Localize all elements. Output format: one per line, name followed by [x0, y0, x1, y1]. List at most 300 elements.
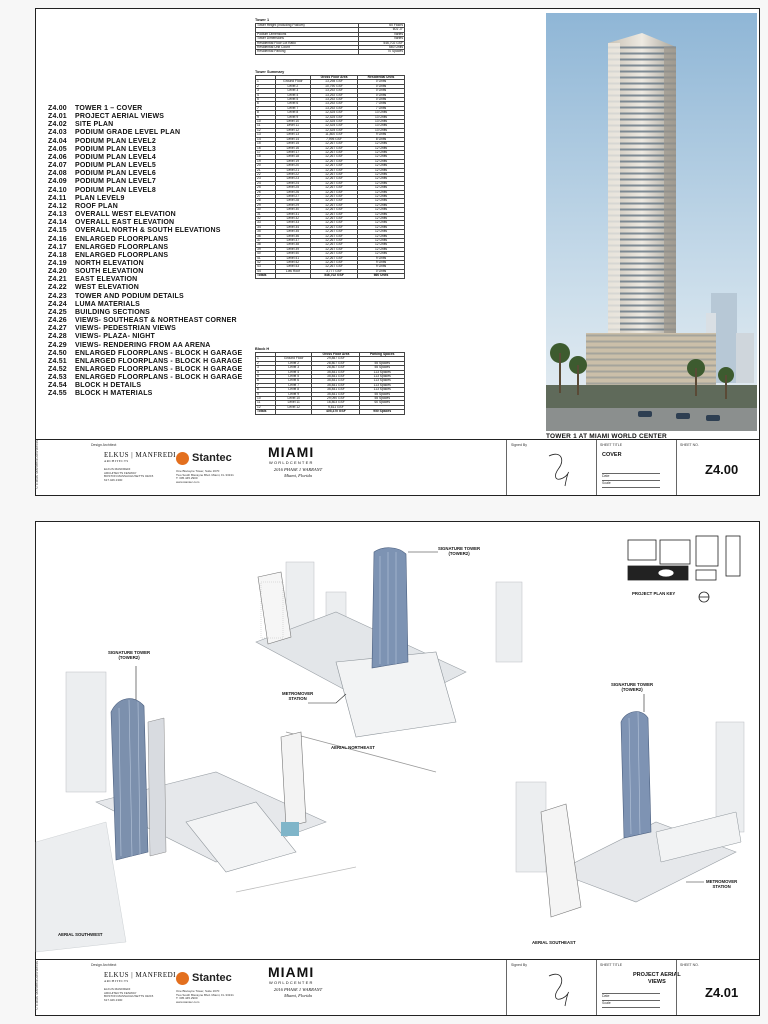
table-cell: 12,267 GSF: [311, 265, 358, 269]
table-cell: 37: [256, 239, 276, 243]
design-architect-label: Design Architect: [91, 443, 117, 447]
stantec-logo-icon: [176, 972, 189, 985]
table-cell: 0 Units: [358, 93, 405, 97]
table-cell: Level 7: [275, 106, 310, 110]
drawing-index-item: [48, 227, 242, 235]
table-cell: Level 22: [275, 172, 310, 176]
sheet-name: ENLARGED FLOORPLANS: [75, 235, 169, 243]
sheet-name: ENLARGED FLOORPLANS - BLOCK H GARAGE: [75, 366, 243, 373]
table-cell: 12,267 GSF: [311, 168, 358, 172]
table-cell: 12 Units: [358, 221, 405, 225]
table-cell: 9 Units: [358, 261, 405, 265]
sheet-name: VIEWS- RENDERING FROM AA ARENA: [75, 341, 211, 349]
table-cell: Level 11: [276, 401, 312, 405]
table-cell: 7 Units: [358, 106, 405, 110]
table-cell: 3: [256, 366, 276, 370]
drawing-index-item: [48, 284, 242, 292]
table-cell: 55 Spaces: [360, 392, 405, 396]
drawing-index-item: [48, 105, 242, 113]
table-cell: 41: [256, 256, 276, 260]
table-cell: Residential Floor Lot Ratio: [256, 41, 359, 45]
drawing-index-item: [48, 178, 242, 186]
sheet-code: Z4.26: [48, 317, 67, 325]
drawing-index-item: [48, 374, 242, 382]
aerial-views-sheet: [35, 521, 760, 1016]
architect-sub: ARCHITECTS: [104, 459, 129, 463]
sheet-title-label: SHEET TITLE: [600, 443, 623, 447]
project-name: [258, 467, 338, 479]
signature-image: [541, 968, 581, 1008]
table-cell: 13: [256, 133, 276, 137]
signature-image: [541, 448, 581, 488]
sheet-name: LUMA MATERIALS: [75, 300, 141, 308]
table-cell: 12,425 GSF: [311, 115, 358, 119]
table-cell: Level 3: [276, 366, 312, 370]
table-cell: Level 5: [276, 375, 312, 379]
elkus-manfredi-logo: [104, 451, 176, 463]
drawing-index-item: [48, 382, 242, 390]
table-cell: 16: [256, 146, 276, 150]
table-cell: 29: [256, 203, 276, 207]
sheet-name: BUILDING SECTIONS: [75, 308, 150, 316]
table-cell: Level 19: [275, 159, 310, 163]
table-cell: Ground Floor: [276, 357, 312, 361]
table-cell: 660 Units: [358, 274, 405, 278]
sheet-code: Z4.22: [48, 284, 67, 292]
table-cell: 113 Spaces: [360, 370, 405, 374]
tb-divider: [596, 960, 597, 1015]
drawing-index-item: [48, 236, 242, 244]
drawing-index-item: [48, 325, 242, 333]
table-cell: Level 20: [275, 164, 310, 168]
table-cell: 13 Units: [358, 111, 405, 115]
table-cell: 12,267 GSF: [311, 186, 358, 190]
sheet-code: Z4.52: [48, 366, 67, 373]
table-cell: 25: [256, 186, 276, 190]
sheet-name: OVERALL WEST ELEVATION: [75, 211, 176, 219]
table-cell: 39: [256, 247, 276, 251]
sheet-code: Z4.00: [48, 105, 67, 112]
table-cell: 2: [256, 84, 276, 88]
sheet-name: ROOF PLAN: [75, 202, 119, 210]
view-label-southwest: AERIAL SOUTHWEST: [58, 932, 103, 937]
sheet-code: Z4.16: [48, 235, 67, 243]
view-label-northeast: AERIAL NORTHEAST: [331, 745, 375, 750]
table-cell: Level 40: [275, 252, 310, 256]
date-label: Date: [602, 474, 610, 478]
table-cell: 12,425 GSF: [311, 124, 358, 128]
table-cell: 12 Units: [358, 203, 405, 207]
sheet-name: SITE PLAN: [75, 121, 114, 129]
table-cell: Level 38: [275, 243, 310, 247]
table-cell: 28: [256, 199, 276, 203]
block-h-title: Block H: [255, 347, 270, 351]
drawing-index-item: [48, 260, 242, 268]
table-cell: 6: [256, 379, 276, 383]
tower-info-title: Tower 1: [255, 18, 270, 22]
stantec-logo: Stantec: [192, 452, 232, 464]
sheet-name: PODIUM PLAN LEVEL5: [75, 162, 156, 170]
drawing-index-item: [48, 113, 242, 121]
table-cell: 7 Units: [358, 102, 405, 106]
table-cell: Level 26: [275, 190, 310, 194]
table-cell: 31: [256, 212, 276, 216]
project-plan-key-label: PROJECT PLAN KEY: [632, 591, 676, 596]
tb-line: [602, 487, 660, 488]
table-cell: 12,267 GSF: [311, 190, 358, 194]
table-cell: 0 Units: [358, 98, 405, 102]
architect-name: ELKUS | MANFREDI: [104, 971, 177, 979]
title-block: [36, 439, 759, 495]
table-cell: 13 Units: [358, 128, 405, 132]
table-cell: 546,702 GSF: [358, 41, 404, 45]
view-label-southeast: AERIAL SOUTHEAST: [532, 940, 576, 945]
table-cell: 43: [256, 265, 276, 269]
sheet-name: PROJECT AERIAL VIEWS: [75, 113, 165, 121]
table-cell: 13 Units: [358, 124, 405, 128]
table-cell: 13,298 GSF: [311, 80, 358, 84]
project-location: Miami, Florida: [284, 993, 312, 998]
drawing-index-item: [48, 350, 242, 358]
table-cell: Level 34: [275, 225, 310, 229]
table-cell: Totals: [256, 410, 276, 414]
table-cell: Level 2: [275, 84, 310, 88]
design-architect-label: Design Architect: [91, 963, 117, 967]
table-cell: Level 12: [276, 405, 312, 409]
sheet-code: Z4.19: [48, 259, 67, 267]
table-cell: 10,790 GSF: [311, 84, 358, 88]
tb-divider: [506, 960, 507, 1015]
table-cell: 12,267 GSF: [311, 172, 358, 176]
sheet-code: Z4.25: [48, 308, 67, 316]
table-cell: Level 36: [275, 234, 310, 238]
sheet-name: NORTH ELEVATION: [75, 259, 144, 267]
table-cell: Varies: [358, 37, 404, 41]
table-cell: 28,807 GSF: [312, 366, 360, 370]
drawing-index-item: [48, 170, 242, 178]
table-cell: 29,857 GSF: [312, 357, 360, 361]
table-cell: 12,267 GSF: [311, 208, 358, 212]
table-cell: 12 Units: [358, 194, 405, 198]
table-cell: 32: [256, 217, 276, 221]
sheet-name: PODIUM GRADE LEVEL PLAN: [75, 129, 181, 137]
table-cell: 13,292 GSF: [311, 98, 358, 102]
table-cell: 1: [256, 80, 276, 84]
sheet-name: EAST ELEVATION: [75, 276, 138, 284]
sheet-name: VIEWS- PEDESTRIAN VIEWS: [75, 325, 177, 333]
table-cell: 14: [256, 137, 276, 141]
sheet-code: Z4.28: [48, 333, 67, 341]
sheet-code: Z4.55: [48, 390, 67, 398]
table-cell: 12,267 GSF: [311, 159, 358, 163]
table-cell: 12 Units: [358, 190, 405, 194]
table-cell: 113 Spaces: [360, 383, 405, 387]
table-cell: 23: [256, 177, 276, 181]
table-cell: 0 Units: [358, 89, 405, 93]
table-cell: 113 Spaces: [360, 379, 405, 383]
table-cell: Totals: [256, 274, 276, 278]
sheet-name: PODIUM PLAN LEVEL4: [75, 153, 156, 161]
table-cell: 12,267 GSF: [311, 142, 358, 146]
project-title: 2016 PHASE 1 WARRANT: [273, 987, 323, 992]
table-cell: 5: [256, 375, 276, 379]
sheet-name: PODIUM PLAN LEVEL2: [75, 137, 156, 145]
table-cell: 19: [256, 159, 276, 163]
table-cell: 35,841 GSF: [312, 379, 360, 383]
sheet-name: BLOCK H DETAILS: [75, 382, 142, 390]
table-cell: Level 11: [275, 124, 310, 128]
tb-line: [602, 1007, 660, 1008]
sheet-name: TOWER AND PODIUM DETAILS: [75, 292, 184, 300]
table-cell: 2: [256, 361, 276, 365]
table-cell: 60 Spaces: [360, 401, 405, 405]
table-cell: Gross Floor Area: [311, 76, 358, 80]
drawing-index-item: [48, 121, 242, 129]
table-cell: 601'-0": [358, 28, 404, 32]
table-cell: 60 Floors: [358, 24, 404, 28]
table-cell: 12,267 GSF: [311, 203, 358, 207]
sheet-name: PODIUM PLAN LEVEL8: [75, 186, 156, 194]
table-cell: 55 Spaces: [360, 361, 405, 365]
project-location: Miami, Florida: [284, 473, 312, 478]
table-cell: 35,841 GSF: [312, 370, 360, 374]
table-cell: 11,800 GSF: [311, 133, 358, 137]
table-cell: 12,267 GSF: [311, 243, 358, 247]
table-cell: Residential Unit Count: [256, 46, 359, 50]
drawing-index-item: [48, 211, 242, 219]
table-cell: 35,841 GSF: [312, 388, 360, 392]
table-cell: 950 Spaces: [360, 410, 405, 414]
table-cell: 12 Units: [358, 212, 405, 216]
sheet-code: Z4.12: [48, 202, 67, 210]
architect-sub: ARCHITECTS: [104, 979, 129, 983]
table-cell: Level 12: [275, 128, 310, 132]
signed-by-label: Signed By: [511, 963, 527, 967]
table-cell: Level 15: [275, 142, 310, 146]
sheet-name: ENLARGED FLOORPLANS: [75, 251, 169, 259]
table-cell: 12 Units: [358, 247, 405, 251]
table-cell: Level 41: [275, 256, 310, 260]
sheet-code: Z4.08: [48, 170, 67, 178]
drawing-index-item: [48, 146, 242, 154]
sheet-code: Z4.23: [48, 292, 67, 300]
tb-divider: [506, 440, 507, 495]
table-cell: 12 Units: [358, 164, 405, 168]
table-cell: 12,267 GSF: [311, 256, 358, 260]
table-cell: 13 Units: [358, 120, 405, 124]
drawing-index-item: [48, 342, 242, 350]
sheet-code: Z4.54: [48, 382, 67, 390]
table-cell: Level 21: [275, 168, 310, 172]
architect-name: ELKUS | MANFREDI: [104, 451, 177, 459]
table-cell: Level 18: [275, 155, 310, 159]
table-cell: 12,267 GSF: [311, 177, 358, 181]
table-cell: 35,841 GSF: [312, 375, 360, 379]
sheet-no-label: SHEET NO.: [680, 963, 699, 967]
table-cell: 13,292 GSF: [311, 102, 358, 106]
table-cell: 12 Units: [358, 146, 405, 150]
sheet-code: Z4.21: [48, 276, 67, 284]
table-cell: 18: [256, 155, 276, 159]
drawing-index-item: [48, 317, 242, 325]
table-cell: 28,807 GSF: [312, 361, 360, 365]
table-cell: 12 Units: [358, 208, 405, 212]
tower-rendering: [546, 13, 757, 431]
table-cell: 11: [256, 124, 276, 128]
table-cell: 10: [256, 120, 276, 124]
drawing-index-item: [48, 333, 242, 341]
table-cell: 17: [256, 150, 276, 154]
table-cell: 36: [256, 234, 276, 238]
table-cell: 38: [256, 243, 276, 247]
table-cell: 34: [256, 225, 276, 229]
table-cell: Level 4: [276, 370, 312, 374]
block-h-table: [255, 352, 405, 415]
table-cell: Level 2: [276, 361, 312, 365]
sheet-code: Z4.02: [48, 121, 67, 129]
table-cell: Gross Floor Area: [312, 353, 360, 357]
table-cell: Level 23: [275, 177, 310, 181]
aerial-views-drawing: [36, 522, 761, 957]
table-cell: 12,267 GSF: [311, 239, 358, 243]
metromover-callout-top: METROMOVER STATION: [282, 691, 314, 701]
table-cell: 12,267 GSF: [311, 155, 358, 159]
sheet-title: COVER: [602, 452, 622, 458]
table-cell: 12,267 GSF: [311, 261, 358, 265]
table-cell: Level 39: [275, 247, 310, 251]
table-cell: Level 10: [275, 120, 310, 124]
stantec-address: One Biscayne Tower, Suite 1670 Two South Biscayne Blvd. Miami, FL 33131 T: 305.445.2900 www.stantec.com: [176, 989, 234, 1004]
table-cell: Level 5: [275, 98, 310, 102]
drawing-index-item: [48, 276, 242, 284]
table-cell: 0 Units: [358, 269, 405, 273]
table-cell: 13 Units: [358, 115, 405, 119]
stantec-address: One Biscayne Tower, Suite 1670 Two South Biscayne Blvd. Miami, FL 33131 T: 305.445.2900 www.stantec.com: [176, 469, 234, 484]
table-cell: 9: [256, 115, 276, 119]
sheet-name: PLAN LEVEL9: [75, 194, 125, 202]
table-cell: Level 3: [275, 89, 310, 93]
table-cell: 35: [256, 230, 276, 234]
table-cell: 15: [256, 142, 276, 146]
table-cell: 113 Spaces: [360, 375, 405, 379]
table-cell: Tower Height (Including Podium): [256, 24, 359, 28]
drawing-index-item: [48, 252, 242, 260]
miami-logo: MIAMI: [268, 444, 315, 460]
table-cell: 44: [256, 269, 276, 273]
table-cell: 22: [256, 172, 276, 176]
title-block: [36, 959, 759, 1015]
table-cell: Level 8: [276, 388, 312, 392]
table-cell: 12 Units: [358, 181, 405, 185]
worldcenter-logo: WORLDCENTER: [269, 460, 314, 465]
stantec-logo-icon: [176, 452, 189, 465]
sheet-code: Z4.51: [48, 357, 67, 365]
drawing-index-item: [48, 301, 242, 309]
drawing-index-item: [48, 293, 242, 301]
drawing-index-item: [48, 219, 242, 227]
sheet-code: Z4.29: [48, 341, 67, 349]
scale-label: Scale: [602, 481, 611, 485]
table-cell: 7: [256, 106, 276, 110]
table-cell: 12,267 GSF: [311, 225, 358, 229]
table-cell: 30: [256, 208, 276, 212]
table-cell: 9: [256, 392, 276, 396]
table-cell: 5: [256, 98, 276, 102]
drawing-index-item: [48, 195, 242, 203]
sheet-code: Z4.13: [48, 211, 67, 219]
cover-sheet: [35, 8, 760, 496]
table-cell: 12,425 GSF: [311, 111, 358, 115]
drawing-index-item: [48, 390, 242, 398]
table-cell: Level 24: [275, 181, 310, 185]
table-cell: 12 Units: [358, 168, 405, 172]
table-cell: Level 17: [275, 150, 310, 154]
table-cell: 9 Units: [358, 256, 405, 260]
table-cell: 12 Units: [358, 155, 405, 159]
table-cell: Level 33: [275, 221, 310, 225]
table-cell: Level 6: [276, 379, 312, 383]
drawing-index-item: [48, 366, 242, 374]
table-cell: 12,425 GSF: [311, 120, 358, 124]
table-cell: 12,267 GSF: [311, 181, 358, 185]
table-cell: 12 Units: [358, 225, 405, 229]
table-cell: 27: [256, 194, 276, 198]
sheet-no-label: SHEET NO.: [680, 443, 699, 447]
sheet-code: Z4.18: [48, 251, 67, 259]
sheet-code: Z4.24: [48, 300, 67, 308]
table-cell: 12: [256, 128, 276, 132]
drawing-index: [48, 105, 242, 399]
table-cell: 546,702 GSF: [311, 274, 358, 278]
sheet-code: Z4.05: [48, 145, 67, 153]
table-cell: 405,370 GSF: [312, 410, 360, 414]
table-cell: 29,090 GSF: [312, 397, 360, 401]
table-cell: 12 Units: [358, 234, 405, 238]
table-row: [256, 50, 405, 54]
table-cell: 7: [256, 383, 276, 387]
table-cell: 12,267 GSF: [311, 217, 358, 221]
sheet-name: ENLARGED FLOORPLANS: [75, 243, 169, 251]
table-cell: 0 Units: [358, 80, 405, 84]
table-cell: Level 14: [275, 137, 310, 141]
sheet-code: Z4.03: [48, 129, 67, 137]
signed-by-label: Signed By: [511, 443, 527, 447]
table-cell: Level 35: [275, 230, 310, 234]
tb-divider: [676, 440, 677, 495]
sheet-code: Z4.09: [48, 178, 67, 186]
table-cell: Level 43: [275, 265, 310, 269]
sheet-name: TOWER 1 – COVER: [75, 105, 143, 112]
table-cell: 42: [256, 261, 276, 265]
table-cell: 26: [256, 190, 276, 194]
table-cell: Level 16: [275, 146, 310, 150]
table-cell: Tower Dimensions: [256, 37, 359, 41]
project-name: [258, 987, 338, 999]
table-cell: 13,292 GSF: [311, 93, 358, 97]
table-cell: 9,811 GSF: [312, 405, 360, 409]
elkus-manfredi-logo: [104, 971, 176, 983]
table-cell: Ground Floor: [275, 80, 310, 84]
table-cell: 12,267 GSF: [311, 150, 358, 154]
tower-summary-table: [255, 75, 405, 279]
table-cell: 12,267 GSF: [311, 146, 358, 150]
table-cell: 13,292 GSF: [311, 106, 358, 110]
table-cell: Varies: [358, 32, 404, 36]
drawing-index-item: [48, 244, 242, 252]
table-cell: 55 Spaces: [360, 397, 405, 401]
signature-tower-callout-right: SIGNATURE TOWER (TOWER2): [611, 682, 654, 692]
sheet-name: VIEWS- SOUTHEAST & NORTHEAST CORNER: [75, 317, 237, 325]
